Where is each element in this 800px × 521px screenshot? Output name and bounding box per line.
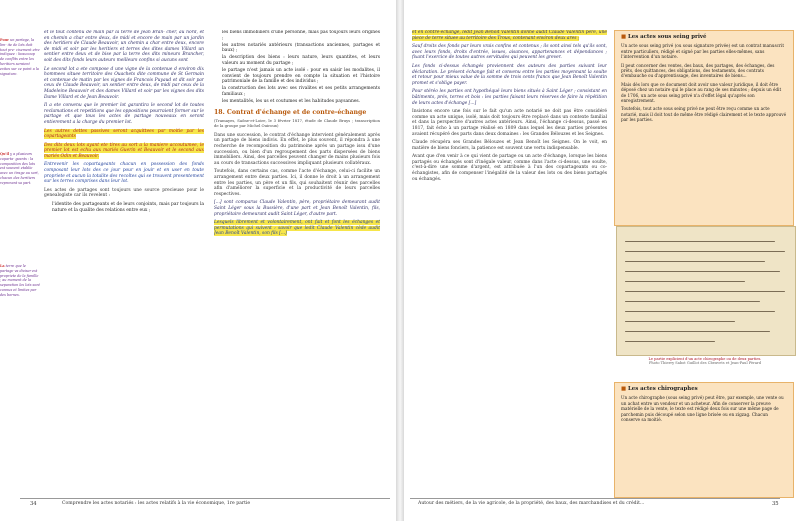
section-title: 18. Contrat d'échange et de contre-échange — [214, 108, 367, 116]
blue-quote-paragraph — [214, 220, 380, 237]
bullet-list — [44, 202, 204, 213]
paragraph — [412, 30, 607, 41]
list-item: • les autres notariés antérieurs (transactions anciennes, partages et baux) ; — [222, 43, 380, 54]
section-subtitle: (Tramayes, Saône-et-Loire, le 3 février 1817, étude de Claude Bruys ; transcription de la groupe par Michel Ouiroux) — [214, 117, 380, 129]
handwriting-line — [625, 341, 715, 342]
left-column-2 — [214, 30, 380, 500]
highlight-paragraph-2 — [44, 143, 204, 160]
book-gutter — [396, 0, 404, 521]
paragraph: Claude récupéra ses Grandes Bélouzes et Jean Benoît les Seignes. On le voit, en matière de biens fonciers, la patience est souvent une vertu indispensable. — [412, 140, 607, 151]
box-title-text: Les actes chirographes — [627, 386, 698, 392]
sidebar-box-private-deeds — [614, 30, 794, 226]
right-page — [404, 0, 800, 521]
highlight-text: Des dits deux lots ayant ete tires au sort a la maniere accoutumee, le premier lot est echu aux mariés Guerin et Beauvoir et le second aux mariés Odin et Beauvoir. — [44, 142, 204, 159]
margin-note-text: terre que le partage va diviser est propriete de la famille ; au moment de la separation les lots sont connus et limites par des bornes. — [0, 264, 40, 297]
closing-paragraph: Les actes de partages sont toujours une source precieuse pour le genealogiste car ils revelent : — [44, 187, 204, 199]
margin-note-1 — [0, 38, 40, 150]
photo-caption — [616, 357, 794, 366]
right-column-1 — [412, 30, 607, 500]
photo-credit: Photo Thierry Sabot Guillot des Cbeuvets et Jean-Paul Pèrard — [649, 361, 761, 366]
list-item: • les biens immobiliers d'une personne, mais pas toujours leurs origines ; — [222, 30, 380, 41]
footer-rule — [410, 498, 780, 499]
quote-paragraph: [...] sont comparus Claude Valentin, père, propriétaire demeurant audit Saint Léger sous la Bussière, d'une part et Jean Benoît Valentin, fils, propriétaire demeurant audit Saint Léger, d'autre part. — [214, 200, 380, 217]
highlight-paragraph-1 — [44, 129, 204, 140]
box-title-text: Les actes sous seing privé — [627, 34, 707, 40]
paragraph: Le second lot a ete compose d une vigne de la contenue d environ dix hommees situee territoire des Ouachets dite commune de St Germain et contenue de matin par les vignes de Francois Puyaud et dit soir par ceux de Claude Beauvoir, un sentier entre deux, de midi par ceux de la Madeleine Beauvoir et des dames Villard et soir par les vignes des dits Dame Villard et de Jean Beauvoir. — [44, 66, 204, 100]
box-paragraph: Mais dès lors que ce document doit avoir une valeur juridique, il doit être déposé chez un notaire qui le place au rang de ses minutes ; depuis un édit de 1706, un acte sous seing privé n'a d'effet légal qu'après son enregistrement. — [621, 81, 782, 104]
highlight-text: Lesquels librement et volontairement, ont fait et font les échanges et permutations qui suivent : savoir que ledit Claude Valentin cède audit Jean Benoît Valentin, son fils [...] — [214, 220, 380, 237]
box-title — [621, 35, 787, 40]
bullet-list — [214, 30, 380, 105]
margin-note-text: y a plusieurs coparta- geants : la composition des lots est souvent etablie avec un tirage au sort, chacun des heritiers reprenant sa part. — [0, 152, 39, 185]
paragraph: Toutefois, dans certains cas, comme l'acte d'échange, celui-ci facilite un arrangement entre deux parties. Ici, il donne le droit à un arrangement entre les parties, un père et un fils, qui souhaitent réunir des parcelles afin d'améliorer la superficie et la productivité de leurs parcelles respectives. — [214, 169, 380, 197]
page-number: 35 — [772, 501, 779, 507]
footer-rule — [20, 498, 390, 499]
box-paragraph: Un acte sous seing privé (ou sous signature privée) est un contrat manuscrit entre particuliers, rédigé et signé par les parties elles-mêmes, sans l'intervention d'un notaire. — [621, 43, 785, 60]
paragraph: Sauf droits des fonds par leurs vrais confins et contenus ; ils sont ainsi tels qu'ils sont, avec leurs fonds, droits d'entrée, issues, aisances, appartenances et dépendances ; fixant l'exercice de toutes autres servitudes qui peuvent les grever. — [412, 44, 607, 61]
blue-paragraph: Entrevenir les copartageants chacun en possession des fonds composant leur lots des ce jour pour en jouir et en user en toute propriete et aucun la totalite des recoltes qui se trouvent presentement sur les terres comprises dans leur lot. — [44, 162, 204, 185]
margin-note-lead: Qu'il — [0, 152, 10, 156]
paragraph: Pour stéréo les parties ont hypothéqué leurs biens situés à Saint Léger ; consistant en bâtiments, prés, terres et bois : les parties faisant leurs réserves de faire la répétition de leurs actes d'échange [...] — [412, 89, 607, 106]
running-footer: Comprendre les actes notariés : les actes relatifs à la vie économique, 1re partie — [62, 501, 251, 506]
left-page — [0, 0, 396, 521]
margin-note-2 — [0, 152, 40, 252]
list-item: • les mentalités, les us et coutumes et les habitudes paysannes. — [222, 99, 380, 105]
handwriting-line — [625, 331, 770, 332]
list-item: • l'identite des partageants et de leurs conjoints, mais par toujours la nature et la qualite des relations entre eux ; — [52, 202, 204, 213]
paragraph: Dans une succession, le contrat d'échange intervient généralement après un partage de biens indivis. En effet, le plus souvent, il répondra à une recherche de recomposition du patrimoine après un partage issu d'une succession, ou bien d'un regroupement des parts dispersées de biens immobiliers. Ainsi, des parcelles peuvent changer de mains plusieurs fois au cours de transactions successives impliquant plusieurs collatéraux. — [214, 132, 380, 166]
caption-text: Le partie explicient d'un acte chirographe ou de deux parties. — [648, 357, 762, 361]
handwriting-line — [625, 241, 775, 242]
highlight-text: et en contre-échange, ledit Jean Benoît Valentin donne audit Claude Valentin père, une piece de terre situee au territoire des Trous, contenant environ deux ares ; — [412, 30, 607, 41]
margin-note-3 — [0, 264, 40, 424]
square-bullet-icon: ■ — [621, 34, 628, 40]
paragraph: Insistons encore une fois sur le fait qu'un acte notarié ne doit pas être considéré comme un acte unique, isolé, mais doit toujours être replacé dans un contexte familial et dans la perspective d'autres actes antérieurs. Ainsi, l'échange ci-dessus, passé en 1817, fait écho à un partage réalisé en 1809 dans lequel les deux parties présentes avaient récupéré des parts dans deux domaines : les Grandes Bélouzes et les Seignes. — [412, 109, 607, 137]
handwriting-line — [625, 311, 775, 312]
paragraph: Les fonds ci-dessus échangés proviennent des auteurs des parties suivant leur déclaration. Le présent échange fait et convenu entre les parties moyennant la soulte et retour pour mieux value de la somme de trois cents francs que Jean Benoît Valentin promet et s'oblige payer. — [412, 63, 607, 86]
highlight-text: Les autres dettes passives seront acquittees par moitie par les copartageants — [44, 128, 204, 140]
list-item: • la construction des lots avec ses rivalites et ses petits arrangements familiaux ; — [222, 86, 380, 97]
list-item: • la description des biens : leurs nature, leurs quantites, et leurs valeurs au moment du partage ; — [222, 55, 380, 66]
handwriting-line — [625, 271, 780, 272]
paragraph: et le tout contenu de main par la terre de Jean Bran- cher, au nord, et en chemin a char entre deux, de midi et encore de main par un jardin des heritiers de Claude Beauvoir, un chemin a char entre deux, encore de midi et soir par les heritiers et terres des dites dames Villard un sentier entre deux et de bise par la terre des dits mineurs Brancher, soit des dits fonds leurs auteurs meilleurs confins si aucuns sont — [44, 30, 204, 63]
handwriting-line — [625, 281, 745, 282]
paragraph: Avant que d'en venir à ce qui vient de partage ou un acte d'échange, lorsque les biens partagés ou échangés sont d'inégale valeur, comme dans l'acte ci-dessus, une soulte, c'est-à-dire une somme d'argent, est attribuée à l'un des copartageants ou co-échangistes, afin de compenser l'inégalité de la valeur des lots ou des biens partagés ou échangés. — [412, 154, 607, 182]
box-title — [621, 387, 787, 392]
handwriting-line — [625, 251, 785, 252]
box-paragraph: Il peut concerner des ventes, des baux, des partages, des échanges, des prêts, des quittances, des obligations, des testaments, des contrats d'embauche ou d'apprentissage, des inventaires de biens... — [621, 62, 775, 79]
chirograph-photo — [616, 226, 796, 356]
square-bullet-icon: ■ — [621, 386, 628, 392]
paragraph: Il a ete convenu que le premier lot garantira le second lot de toutes reclamations et repetitions que les oppositions pourraient former sur le partage et que tous les actes de partage nouveaux en seront entierement a la charge du premier lot. — [44, 103, 204, 125]
handwriting-line — [625, 321, 735, 322]
handwriting-line — [625, 261, 765, 262]
margin-note-text: un partage, la lim- ite de lots doit tout pre- cisement etre indiquee : beaucoup de conflits entre les heritiers seraient evites sur ce point a la signature. — [0, 38, 40, 76]
running-footer: Autour des métiers, de la vie agricole, de la propriété, des baux, des marchandises et du crédit... — [418, 501, 645, 506]
sidebar-box-chirographs — [614, 382, 794, 498]
box-paragraph: Toutefois, tout acte sous seing privé ne peut être reçu comme un acte notarié, mais il doit tout de même être rédigé clairement et le texte approuvé par les parties. — [621, 106, 787, 123]
margin-note-lead: La — [0, 264, 5, 268]
left-column-1 — [44, 30, 204, 500]
handwriting-line — [625, 291, 785, 292]
margin-note-lead: Pour — [0, 38, 9, 42]
handwriting-line — [625, 301, 760, 302]
page-number: 34 — [30, 501, 37, 507]
list-item: • le partage n'est jamais un acte isolé : pour en saisir les modalites, il convient de toujours prendre en compte la situation et l'histoire patrimoniale de la famille et des individus ; — [222, 68, 380, 85]
box-paragraph: Un acte chirographe (sous seing privé) peut être, par exemple, une vente ou un achat entre un vendeur et un acheteur. Afin de conserver la preuve matérielle de la vente, le texte est rédigé deux fois sur une même page de parchemin puis découpé selon une ligne brisée ou en zigzag. Chacun conserve sa moitié. — [621, 395, 784, 423]
